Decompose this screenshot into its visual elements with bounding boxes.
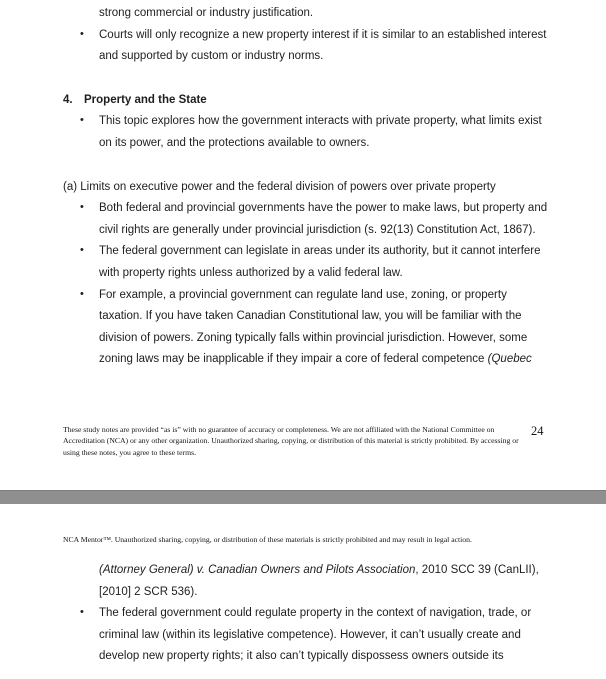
bullet-item-topic bbox=[63, 111, 549, 154]
page-number: 24 bbox=[531, 424, 544, 438]
bullet-icon: • bbox=[80, 27, 84, 40]
header-notice: NCA Mentor™. Unauthorized sharing, copying, or distribution of these materials is strictly prohibited and may result in legal action. bbox=[63, 535, 472, 544]
section-heading bbox=[63, 90, 549, 112]
footer-disclaimer: These study notes are provided “as is” with no guarantee of accuracy or completeness. We are not affiliated with the National Committee on Accreditation (NCA) or any other organization. Unauthorized sharing, copying, or distribution of this material is strictly prohibited. By accessing or using these notes, you agree to these terms. bbox=[63, 425, 519, 457]
bullet-text: Courts will only recognize a new property interest if it is similar to an established interest and supported by custom or industry norms. bbox=[99, 28, 547, 63]
bullet-item-legislate bbox=[63, 241, 549, 284]
case-name-fragment: (Quebec bbox=[487, 353, 532, 366]
page-2-body bbox=[63, 560, 549, 668]
bullet-text: This topic explores how the government interacts with private property, what limits exist on its power, and the protections available to owners. bbox=[99, 115, 542, 149]
paragraph-continuation: strong commercial or industry justification. bbox=[99, 7, 314, 19]
bullet-item-regulate bbox=[63, 603, 549, 668]
bullet-text: Both federal and provincial governments have the power to make laws, but property and civil rights are generally under provincial jurisdiction (s. 92(13) Constitution Act, 1867). bbox=[99, 202, 548, 236]
bullet-item-example bbox=[63, 285, 549, 371]
bullet-icon: • bbox=[80, 201, 84, 214]
bullet-text: For example, a provincial government can regulate land use, zoning, or property taxation. If you have taken Canadian Constitutional law, you will be familiar with the division of powers. Zoning typically falls within provincial jurisdiction. However, some zoning laws may be inapplicable if they impair a core of federal competence bbox=[99, 288, 528, 366]
bullet-icon: • bbox=[80, 287, 84, 300]
case-citation-rest: , 2010 SCC 39 (CanLII), bbox=[415, 564, 539, 576]
bullet-item-jurisdiction bbox=[63, 198, 549, 241]
bullet-text: The federal government can legislate in areas under its authority, but it cannot interfere with property rights unless authorized by a valid federal law. bbox=[99, 245, 541, 279]
subsection-heading: (a) Limits on executive power and the federal division of powers over private property bbox=[63, 180, 496, 193]
page-divider-bar bbox=[0, 490, 606, 504]
bullet-item-courts bbox=[63, 25, 549, 68]
case-name: (Attorney General) v. Canadian Owners and Pilots Association bbox=[99, 564, 416, 576]
section-title: Property and the State bbox=[84, 93, 207, 106]
case-citation-line-1 bbox=[99, 560, 549, 582]
bullet-icon: • bbox=[80, 606, 84, 619]
case-citation-line-2: [2010] 2 SCR 536). bbox=[99, 585, 198, 598]
section-number: 4. bbox=[63, 93, 73, 106]
bullet-icon: • bbox=[80, 114, 84, 127]
bullet-icon: • bbox=[80, 244, 84, 257]
page-1-body bbox=[63, 3, 549, 371]
bullet-text: The federal government could regulate property in the context of navigation, trade, or criminal law (within its legislative competence). However, it can’t usually create and develop new property rights; it also can’t typically dispossess owners outside its bbox=[99, 607, 532, 663]
